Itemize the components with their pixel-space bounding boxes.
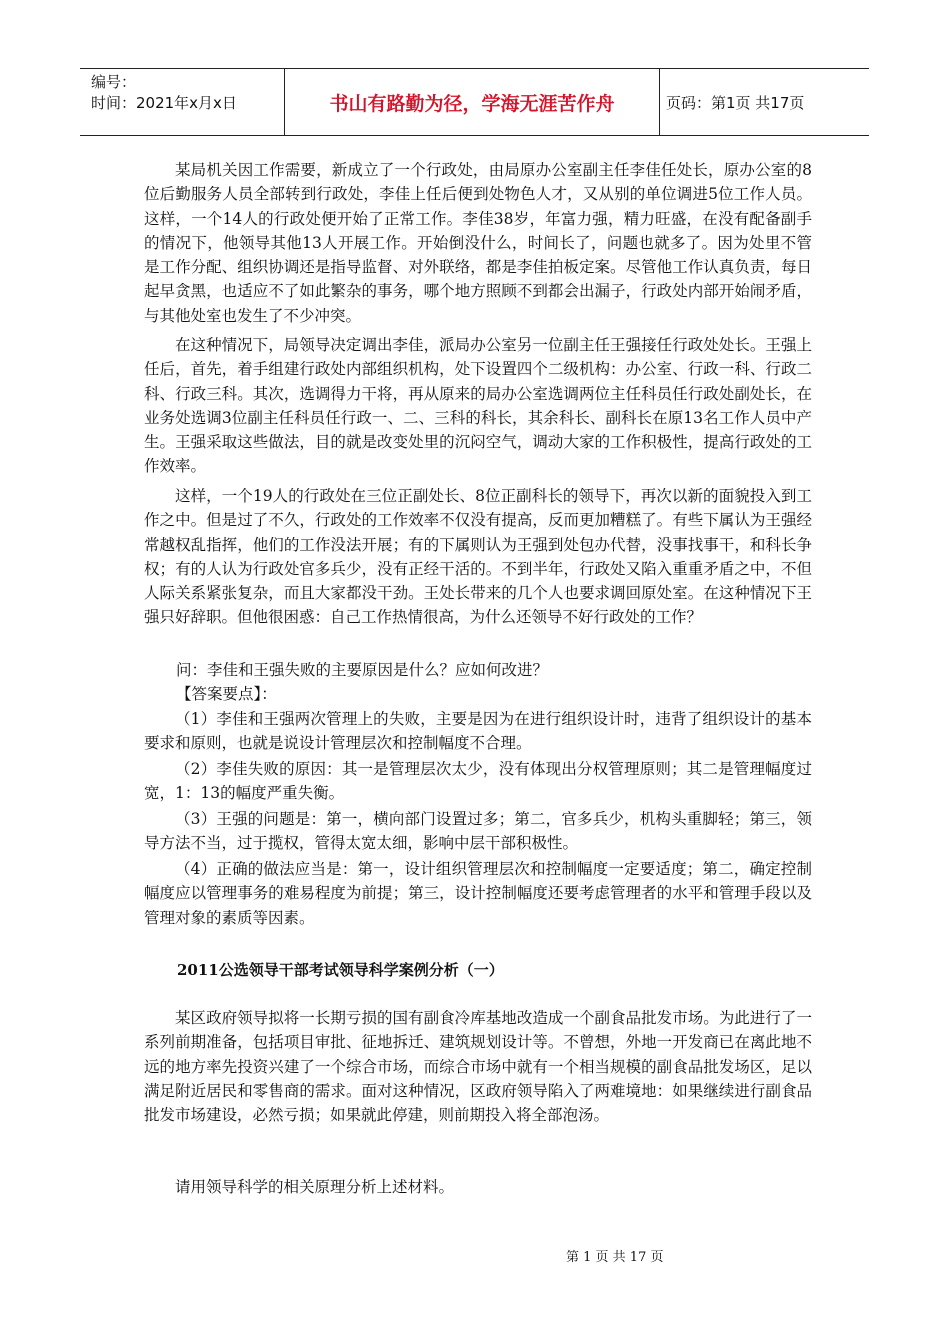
- header-motto: 书山有路勤为径，学海无涯苦作舟: [285, 69, 660, 135]
- document-time: 时间：2021年x月x日: [91, 94, 237, 112]
- answer-point-2: （2）李佳失败的原因：其一是管理层次太少，没有体现出分权管理原则；其二是管理幅度过宽，1：13的幅度严重失衡。: [144, 760, 812, 803]
- case1-question: 问：李佳和王强失败的主要原因是什么？应如何改进？: [176, 661, 549, 679]
- answer-title: 【答案要点】：: [176, 685, 277, 703]
- case2-paragraph-1: 某区政府领导拟将一长期亏损的国有副食冷库基地改造成一个副食品批发市场。为此进行了一系列前期准备，包括项目审批、征地拆迁、建筑规划设计等。不曾想，外地一开发商已在离此地不远的地方率先投资兴建了一个综合市场，而综合市场中就有一个相当规模的副食品批发场区，足以满足附近居民和零售商的需求。面对这种情况，区政府领导陷入了两难境地：如果继续进行副食品批发市场建设，必然亏损；如果就此停建，则前期投入将全部泡汤。: [144, 1009, 812, 1125]
- case2-title: 2011公选领导干部考试领导科学案例分析（一）: [177, 961, 504, 979]
- answer-point-3: （3）王强的问题是：第一，横向部门设置过多；第二，官多兵少，机构头重脚轻；第三，领导方法不当，过于揽权，管得太宽太细，影响中层干部积极性。: [144, 810, 812, 853]
- document-number: 编号：: [91, 73, 137, 91]
- header-page-info: 页码：第1页 共17页: [666, 93, 805, 112]
- case1-paragraph-3: 这样，一个19人的行政处在三位正副处长、8位正副科长的领导下，再次以新的面貌投入到工作之中。但是过了不久，行政处的工作效率不仅没有提高，反而更加糟糕了。有些下属认为王强经常越权乱指挥，他们的工作没法开展；有的下属则认为王强到处包办代替，没事找事干，和科长争权；有的人认为行政处官多兵少，没有正经干活的。不到半年，行政处又陷入重重矛盾之中，不但人际关系紧张复杂，而且大家都没干劲。王处长带来的几个人也要求调回原处室。在这种情况下王强只好辞职。但他很困惑：自己工作热情很高，为什么还领导不好行政处的工作？: [144, 487, 812, 627]
- case1-paragraph-2: 在这种情况下，局领导决定调出李佳，派局办公室另一位副主任王强接任行政处处长。王强上任后，首先，着手组建行政处内部组织机构，处下设置四个二级机构：办公室、行政一科、行政二科、行政三科。其次，选调得力干将，再从原来的局办公室选调两位主任科员任行政处副处长，在业务处选调3位副主任科员任行政一、二、三科的科长，其余科长、副科长在原13名工作人员中产生。王强采取这些做法，目的就是改变处里的沉闷空气，调动大家的工作积极性，提高行政处的工作效率。: [144, 336, 812, 476]
- header-meta: [80, 69, 285, 135]
- answer-point-4: （4）正确的做法应当是：第一，设计组织管理层次和控制幅度一定要适度；第二，确定控制幅度应以管理事务的难易程度为前提；第三，设计控制幅度还要考虑管理者的水平和管理手段以及管理对象的素质等因素。: [144, 860, 812, 927]
- page-header: [80, 68, 869, 136]
- case2-paragraph-2: 请用领导科学的相关原理分析上述材料。: [175, 1178, 455, 1196]
- case1-paragraph-1: 某局机关因工作需要，新成立了一个行政处，由局原办公室副主任李佳任处长，原办公室的8位后勤服务人员全部转到行政处，李佳上任后便到处物色人才，又从别的单位调进5位工作人员。这样，一个14人的行政处便开始了正常工作。李佳38岁，年富力强，精力旺盛，在没有配备副手的情况下，他领导其他13人开展工作。开始倒没什么，时间长了，问题也就多了。因为处里不管是工作分配、组织协调还是指导监督、对外联络，都是李佳拍板定案。尽管他工作认真负责，每日起早贪黑，也适应不了如此繁杂的事务，哪个地方照顾不到都会出漏子，行政处内部开始闹矛盾，与其他处室也发生了不少冲突。: [144, 161, 812, 325]
- answer-point-1: （1）李佳和王强两次管理上的失败，主要是因为在进行组织设计时，违背了组织设计的基本要求和原则，也就是说设计管理层次和控制幅度不合理。: [144, 710, 812, 753]
- page-footer: 第 1 页 共 17 页: [566, 1250, 664, 1265]
